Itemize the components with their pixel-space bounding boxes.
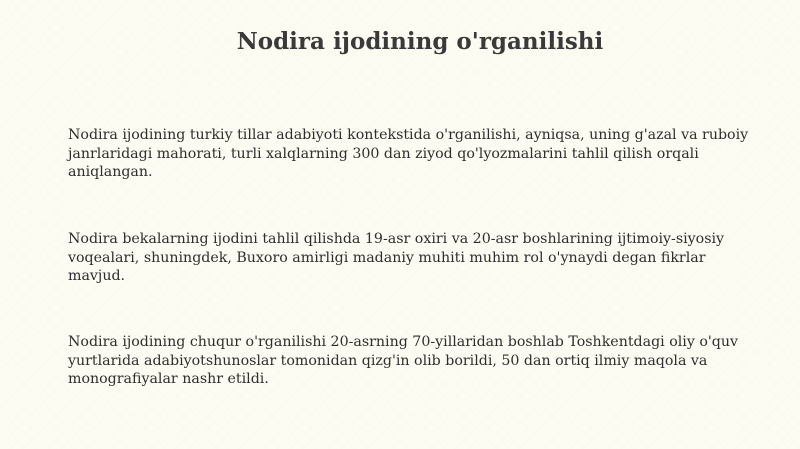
paragraph-3: [68, 333, 748, 389]
paragraph-2: [68, 230, 748, 286]
slide-title: Nodira ijodining o'rganilishi: [236, 28, 604, 55]
paragraph-3-line-3: monografiyalar nashr etildi.: [68, 371, 269, 387]
paragraph-1: [68, 126, 748, 182]
paragraph-3-line-1: Nodira ijodining chuqur o'rganilishi 20-asrning 70-yillaridan boshlab Toshkentdagi oliy o'quv: [68, 334, 739, 350]
paragraph-2-line-3: mavjud.: [68, 268, 126, 284]
paragraph-3-line-2: yurtlarida adabiyotshunoslar tomonidan qizg'in olib borildi, 50 dan ortiq ilmiy maqola va: [68, 352, 708, 369]
paragraph-1-line-3: aniqlangan.: [68, 164, 153, 180]
paragraph-1-line-2: janrlaridagi mahorati, turli xalqlarning 300 dan ziyod qo'lyozmalarini tahlil qilish orqali: [68, 145, 699, 162]
paragraph-2-line-2: voqealari, shuningdek, Buxoro amirligi madaniy muhiti muhim rol o'ynaydi degan fikrlar: [68, 249, 706, 266]
paragraph-2-line-1: Nodira bekalarning ijodini tahlil qilishda 19-asr oxiri va 20-asr boshlarining ijtimoiy-siyosiy: [68, 231, 725, 247]
paragraph-1-line-1: Nodira ijodining turkiy tillar adabiyoti kontekstida o'rganilishi, ayniqsa, uning g'azal va ruboiy: [68, 127, 749, 143]
